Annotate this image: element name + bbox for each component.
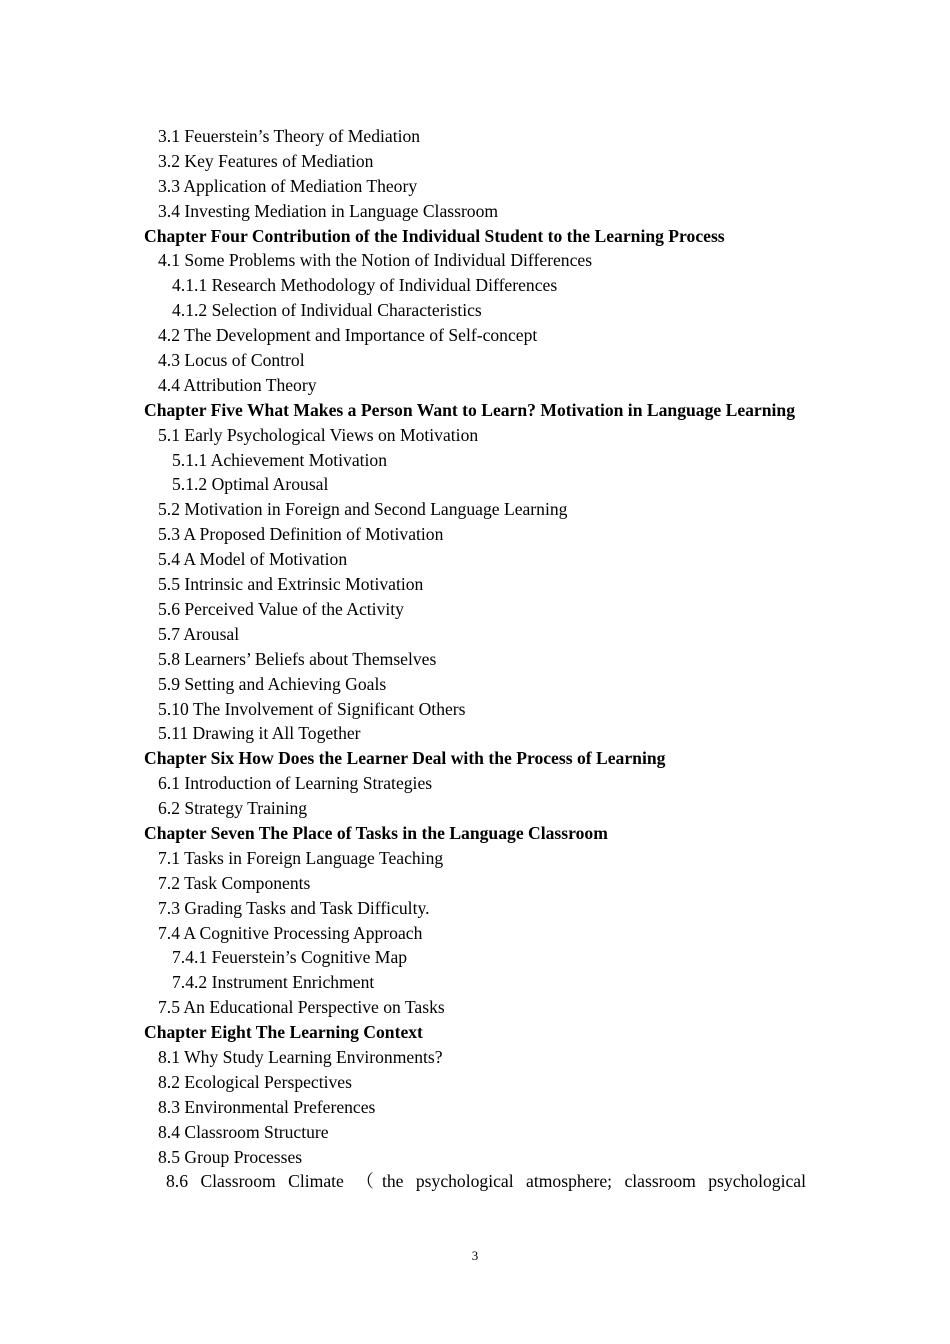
toc-section-entry: 3.2 Key Features of Mediation xyxy=(158,150,374,171)
toc-section-entry: 5.10 The Involvement of Significant Others xyxy=(158,698,466,719)
toc-chapter-heading: Chapter Six How Does the Learner Deal with the Process of Learning xyxy=(144,748,666,769)
toc-section-entry: 7.4 A Cognitive Processing Approach xyxy=(158,922,423,943)
toc-chapter-heading: Chapter Five What Makes a Person Want to Learn? Motivation in Language Learning xyxy=(144,399,795,420)
toc-section-entry: 8.6 Classroom Climate （the psychological atmosphere; classroom psychological xyxy=(166,1171,806,1192)
toc-subsection-entry: 5.1.1 Achievement Motivation xyxy=(172,449,387,470)
toc-section-entry: 7.1 Tasks in Foreign Language Teaching xyxy=(158,847,444,868)
toc-section-entry: 3.4 Investing Mediation in Language Classroom xyxy=(158,200,499,221)
toc-subsection-entry: 4.1.1 Research Methodology of Individual Differences xyxy=(172,275,558,296)
toc-subsection-entry: 7.4.2 Instrument Enrichment xyxy=(172,972,375,993)
toc-chapter-heading: Chapter Eight The Learning Context xyxy=(144,1022,423,1043)
toc-section-entry: 5.1 Early Psychological Views on Motivation xyxy=(158,424,479,445)
toc-section-entry: 8.4 Classroom Structure xyxy=(158,1121,329,1142)
toc-section-entry: 7.5 An Educational Perspective on Tasks xyxy=(158,997,445,1018)
page-number: 3 xyxy=(471,1248,479,1263)
toc-section-entry: 8.1 Why Study Learning Environments? xyxy=(158,1046,443,1067)
toc-section-entry: 4.2 The Development and Importance of Self-concept xyxy=(158,325,538,346)
toc-section-entry: 7.3 Grading Tasks and Task Difficulty. xyxy=(158,897,430,918)
toc-section-entry: 5.4 A Model of Motivation xyxy=(158,549,348,570)
toc-section-entry: 3.3 Application of Mediation Theory xyxy=(158,175,418,196)
toc-section-entry: 4.1 Some Problems with the Notion of Individual Differences xyxy=(158,250,593,271)
toc-chapter-heading: Chapter Seven The Place of Tasks in the Language Classroom xyxy=(144,822,608,843)
toc-subsection-entry: 5.1.2 Optimal Arousal xyxy=(172,474,329,495)
toc-section-entry: 5.7 Arousal xyxy=(158,623,240,644)
toc-section-entry: 8.5 Group Processes xyxy=(158,1146,303,1167)
toc-section-entry: 4.3 Locus of Control xyxy=(158,350,305,371)
toc-section-entry: 5.9 Setting and Achieving Goals xyxy=(158,673,387,694)
toc-section-entry: 8.3 Environmental Preferences xyxy=(158,1096,376,1117)
toc-section-entry: 5.3 A Proposed Definition of Motivation xyxy=(158,524,444,545)
toc-section-entry: 3.1 Feuerstein’s Theory of Mediation xyxy=(158,126,421,146)
toc-section-entry: 5.8 Learners’ Beliefs about Themselves xyxy=(158,648,437,669)
toc-section-entry: 6.2 Strategy Training xyxy=(158,798,308,819)
toc-section-entry: 5.6 Perceived Value of the Activity xyxy=(158,598,404,619)
toc-section-entry: 8.2 Ecological Perspectives xyxy=(158,1071,352,1092)
toc-chapter-heading: Chapter Four Contribution of the Individual Student to the Learning Process xyxy=(144,225,725,246)
toc-section-entry: 5.2 Motivation in Foreign and Second Language Learning xyxy=(158,499,568,520)
toc-section-entry: 5.5 Intrinsic and Extrinsic Motivation xyxy=(158,574,424,595)
toc-subsection-entry: 7.4.1 Feuerstein’s Cognitive Map xyxy=(172,947,408,968)
toc-subsection-entry: 4.1.2 Selection of Individual Characteristics xyxy=(172,300,482,321)
table-of-contents xyxy=(144,124,806,1194)
toc-section-entry: 6.1 Introduction of Learning Strategies xyxy=(158,773,433,794)
toc-section-entry: 7.2 Task Components xyxy=(158,872,311,893)
toc-section-entry: 4.4 Attribution Theory xyxy=(158,374,317,395)
toc-section-entry: 5.11 Drawing it All Together xyxy=(158,723,361,744)
